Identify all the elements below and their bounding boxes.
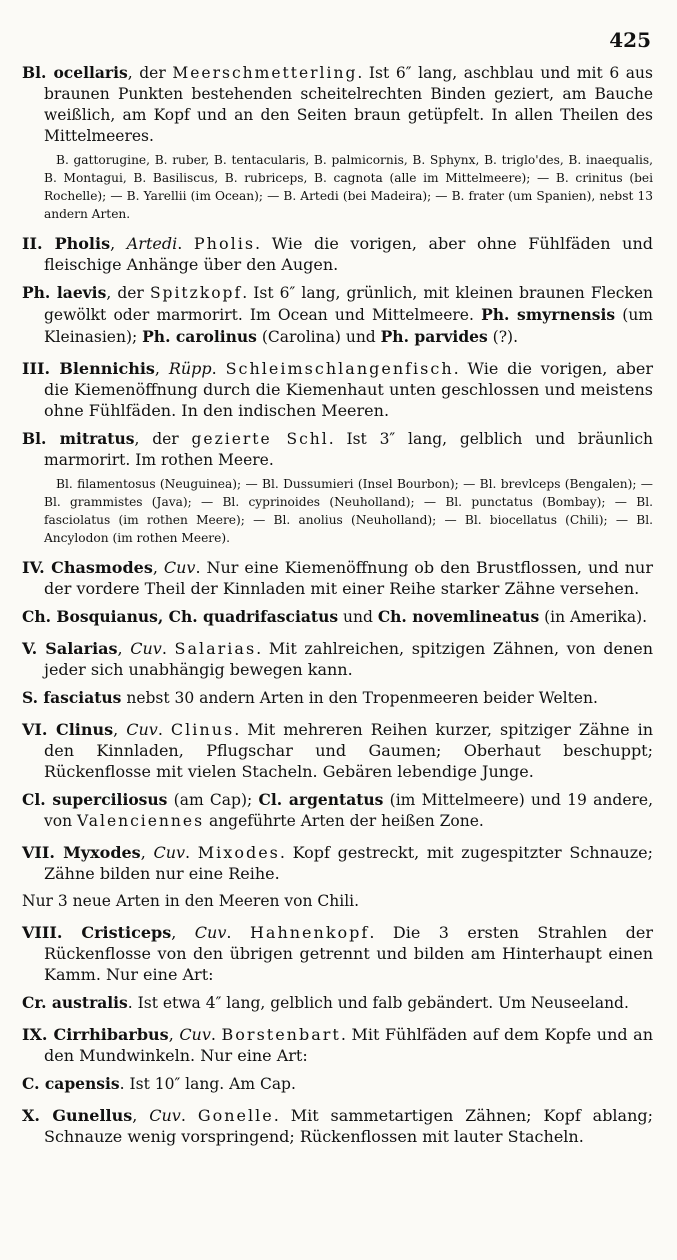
text-run: . Wie die vorigen, aber ohne Fühlfäden und fleischige Anhänge über den Augen. xyxy=(44,234,653,274)
text-run: Gonelle xyxy=(197,1106,274,1125)
species-list xyxy=(22,475,653,547)
text-run: . Mit zahlreichen, spitzigen Zähnen, von denen jeder sich unabhängig bewegen kann. xyxy=(44,639,653,679)
text-run: Ph. carolinus xyxy=(142,327,257,346)
text-run: , der xyxy=(134,430,192,448)
text-run: Ph. smyrnensis xyxy=(481,305,616,324)
text-run: . Mit sammetartigen Zähnen; Kopf ablang; Schnauze wenig vorspringend; Rückenflossen mit lauter Stacheln. xyxy=(44,1106,654,1146)
text-run: . xyxy=(185,843,198,862)
text-run: Cuv xyxy=(130,639,162,658)
text-run: Borstenbart xyxy=(221,1025,341,1044)
text-run: B. gattorugine, B. ruber, B. tentacularis, B. palmicornis, B. Sphynx, B. triglo'des, B. inaequalis, B. Montagui, B. Basiliscus, B. rubriceps, B. cagnota (alle im Mittelmeere); — B. crinitus (bei Rochelle); — B. Yarellii (im Ocean); — B. Artedi (bei Madeira); — B. frater (um Spanien), nebst 13 andern Arten. xyxy=(44,153,653,221)
species-entry xyxy=(22,891,653,912)
text-run: und xyxy=(338,608,378,626)
text-run: Salarias xyxy=(174,639,257,658)
text-run: . Ist 10″ lang. Am Cap. xyxy=(119,1075,296,1093)
text-run: . Ist 6″ lang, grünlich, mit kleinen braunen Flecken gewölkt oder marmorirt. Im Ocean und Mittelmeere. xyxy=(44,284,653,324)
text-run: gezierte Schl xyxy=(191,430,329,448)
genus-heading xyxy=(22,1024,653,1066)
species-entry xyxy=(22,606,653,628)
text-run: . xyxy=(177,234,194,253)
text-run: . xyxy=(161,639,175,658)
page-content xyxy=(22,62,653,1147)
genus-heading xyxy=(22,638,653,680)
text-run: Cuv xyxy=(149,1106,181,1125)
text-run: Mixodes xyxy=(197,843,280,862)
text-run: , xyxy=(117,639,131,658)
text-run: . Ist 6″ lang, aschblau und mit 6 aus braunen Punkten bestehenden scheitelrechten Binden geziert, am Bauche weißlich, am Kopf und an den Seiten braun getüpfelt. In allen Theilen des Mittelmeeres. xyxy=(44,64,653,145)
text-run: III. Blennichis xyxy=(22,359,155,378)
text-run: Cuv xyxy=(194,923,227,942)
text-run: Pholis xyxy=(193,234,256,253)
text-run: Cr. australis xyxy=(22,993,128,1012)
text-run: Cuv xyxy=(163,558,196,577)
genus-heading xyxy=(22,557,653,599)
text-run: . xyxy=(210,1025,222,1044)
species-entry xyxy=(22,428,653,471)
text-run: , xyxy=(152,558,164,577)
text-run: . xyxy=(226,923,250,942)
text-run: Ch. Bosquianus, Ch. quadrifasciatus xyxy=(22,607,339,626)
text-run: Nur 3 neue Arten in den Meeren von Chili. xyxy=(22,892,360,910)
text-run: Cuv xyxy=(153,843,186,862)
text-run: VII. Myxodes xyxy=(22,843,141,862)
text-run: Cuv xyxy=(126,720,158,739)
text-run: Cuv xyxy=(179,1025,211,1044)
text-run: , der xyxy=(106,284,150,302)
text-run: Bl. ocellaris xyxy=(22,63,128,82)
text-run: Artedi xyxy=(126,234,178,253)
text-run: . Mit Fühlfäden auf dem Kopfe und an den Mundwinkeln. Nur eine Art: xyxy=(44,1025,654,1065)
text-run: VIII. Cristiceps xyxy=(22,923,172,942)
text-run: . xyxy=(157,720,171,739)
text-run: Ch. novemlineatus xyxy=(377,607,540,626)
text-run: , xyxy=(132,1106,150,1125)
text-run: , xyxy=(168,1025,180,1044)
text-run: VI. Clinus xyxy=(22,720,114,739)
text-run: , xyxy=(113,720,127,739)
genus-heading xyxy=(22,842,653,884)
text-run: , xyxy=(110,234,127,253)
text-run: X. Gunellus xyxy=(22,1106,133,1125)
species-entry xyxy=(22,62,653,147)
text-run: (im Mittelmeere) und 19 andere, von xyxy=(44,791,653,830)
species-entry xyxy=(22,992,653,1014)
text-run: Rüpp xyxy=(168,359,212,378)
text-run: . Ist 3″ lang, gelblich und bräunlich marmorirt. Im rothen Meere. xyxy=(44,430,653,469)
text-run: Bl. mitratus xyxy=(22,429,135,448)
text-run: (Carolina) und xyxy=(256,328,381,346)
text-run: (?). xyxy=(487,328,519,346)
text-run: Ph. laevis xyxy=(22,283,107,302)
text-run: Valenciennes xyxy=(77,812,205,830)
text-run: Cl. argentatus xyxy=(258,790,384,809)
genus-heading xyxy=(22,233,653,275)
text-run: Cl. superciliosus xyxy=(22,790,168,809)
text-run: (in Amerika). xyxy=(539,608,648,626)
text-run: . Kopf gestreckt, mit zugespitzter Schnauze; Zähne bilden nur eine Reihe. xyxy=(44,843,654,883)
text-run: , xyxy=(140,843,154,862)
species-entry xyxy=(22,789,653,832)
text-run: , xyxy=(171,923,195,942)
text-run: . Die 3 ersten Strahlen der Rückenflosse von den übrigen getrennt und bilden am Hinterhaupt einen Kamm. Nur eine Art: xyxy=(44,923,654,984)
text-run: S. fasciatus xyxy=(22,688,122,707)
text-run: nebst 30 andern Arten in den Tropenmeeren beider Welten. xyxy=(121,689,598,707)
text-run: . xyxy=(211,359,226,378)
text-run: angeführte Arten der heißen Zone. xyxy=(204,812,484,830)
text-run: C. capensis xyxy=(22,1074,120,1093)
species-entry xyxy=(22,282,653,348)
text-run: Hahnenkopf xyxy=(249,923,370,942)
text-run: , xyxy=(154,359,169,378)
text-run: . Wie die vorigen, aber die Kiemenöffnung durch die Kiemenhaut unten geschlossen und meistens ohne Fühlfäden. In den indischen Meeren. xyxy=(44,359,654,420)
genus-heading xyxy=(22,1105,653,1147)
text-run: Ph. parvides xyxy=(380,327,488,346)
text-run: II. Pholis xyxy=(22,234,111,253)
species-list xyxy=(22,151,653,223)
text-run: . xyxy=(180,1106,198,1125)
species-entry xyxy=(22,1073,653,1095)
text-run: IV. Chasmodes xyxy=(22,558,153,577)
text-run: , der xyxy=(127,64,173,82)
genus-heading xyxy=(22,358,653,421)
text-run: V. Salarias xyxy=(22,639,118,658)
genus-heading xyxy=(22,922,653,985)
text-run: Bl. filamentosus (Neuguinea); — Bl. Dussumieri (Insel Bourbon); — Bl. brevlceps (Bengalen); — Bl. grammistes (Java); — Bl. cyprinoides (Neuholland); — Bl. punctatus (Bombay); — Bl. fasciolatus (im rothen Meere); — Bl. anolius (Neuholland); — Bl. biocellatus (Chili); — Bl. Ancylodon (im rothen Meere). xyxy=(44,477,653,545)
text-run: . Ist etwa 4″ lang, gelblich und falb gebändert. Um Neuseeland. xyxy=(127,994,629,1012)
text-run: (um Kleinasien); xyxy=(44,306,654,346)
text-run: . Mit mehreren Reihen kurzer, spitziger Zähne in den Kinnladen, Pflugschar und Gaumen; Oberhaut beschuppt; Rückenflosse mit vielen Stacheln. Gebären lebendige Junge. xyxy=(44,720,654,781)
species-entry xyxy=(22,687,653,709)
text-run: Schleimschlangenfisch xyxy=(225,359,454,378)
text-run: Meerschmetterling xyxy=(172,64,358,82)
text-run: . Nur eine Kiemenöffnung ob den Brustflossen, und nur der vordere Theil der Kinnladen mit einer Reihe starker Zähne versehen. xyxy=(44,558,653,598)
text-run: Spitzkopf xyxy=(149,284,243,302)
page-number: 425 xyxy=(609,28,651,52)
text-run: IX. Cirrhibarbus xyxy=(22,1025,169,1044)
text-run: Clinus xyxy=(170,720,235,739)
genus-heading xyxy=(22,719,653,782)
text-run: (am Cap); xyxy=(167,791,259,809)
